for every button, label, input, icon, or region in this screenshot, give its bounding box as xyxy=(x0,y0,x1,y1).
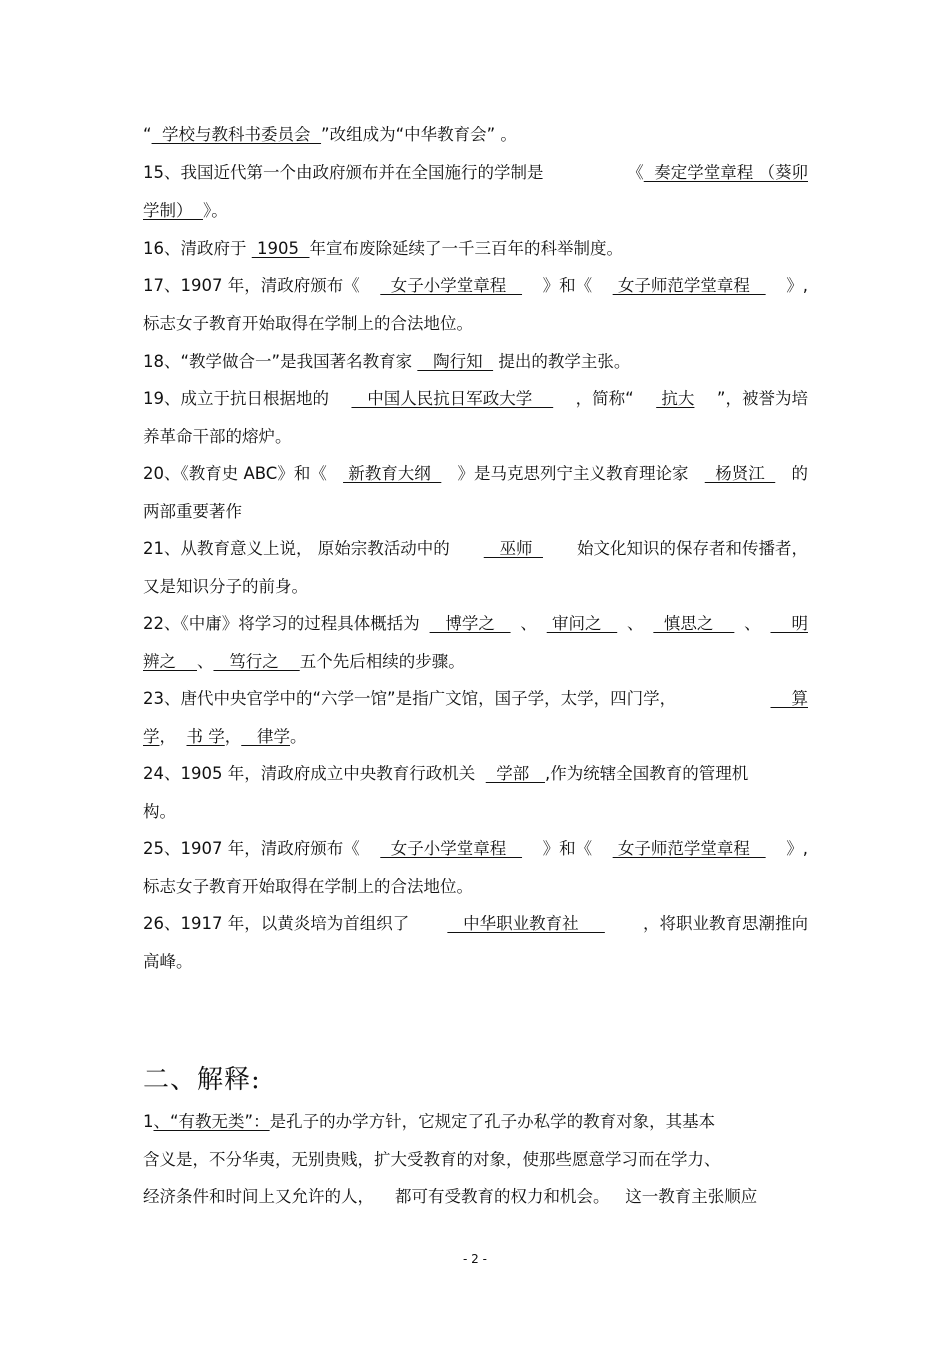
text: 标志女子教育开始取得在学制上的合法地位。 xyxy=(143,877,473,896)
answer-blank: 学部 xyxy=(485,764,545,783)
text: ”，被誉为培 xyxy=(716,389,808,408)
explanation-1-line2 xyxy=(143,1145,808,1175)
answer-blank: 书 学 xyxy=(186,727,225,746)
term: 、“有教无类”： xyxy=(153,1112,270,1131)
item-26-line2 xyxy=(143,947,808,977)
answer-blank: 辨之 xyxy=(143,652,197,671)
text: 19、成立于抗日根据地的 xyxy=(143,389,329,408)
item-19-line1 xyxy=(143,384,808,414)
item-24-line1 xyxy=(143,759,808,789)
text: 17、1907 年，清政府颁布《 xyxy=(143,276,360,295)
explanation-1-line1 xyxy=(143,1107,808,1137)
text: ， xyxy=(224,727,242,746)
text: 》和《 xyxy=(542,839,593,858)
item-19-line2 xyxy=(143,422,808,452)
answer-blank: 1905 xyxy=(251,239,310,258)
text: 21、从教育意义上说， 原始宗教活动中的 xyxy=(143,539,450,558)
answer-blank: 学制） xyxy=(143,201,203,220)
answer-blank: 陶行知 xyxy=(417,352,494,371)
answer-blank: 学校与教科书委员会 xyxy=(151,125,322,144)
text: 。 xyxy=(290,727,307,746)
text: ，将职业教育思潮推向 xyxy=(642,914,808,933)
text: 》。 xyxy=(203,201,228,220)
text: 》, xyxy=(786,276,808,295)
item-20-line1 xyxy=(143,459,808,489)
section-title: 二、解释: xyxy=(143,1065,261,1095)
answer-blank: 女子小学堂章程 xyxy=(380,839,523,858)
text: 1 xyxy=(143,1112,154,1131)
text: 15、我国近代第一个由政府颁布并在全国施行的学制是 xyxy=(143,163,544,182)
text: 》, xyxy=(786,839,808,858)
answer-blank: 杨贤江 xyxy=(704,464,776,483)
text: 年宣布废除延续了一千三百年的科举制度。 xyxy=(309,239,623,258)
item-25-line2 xyxy=(143,872,808,902)
item-16 xyxy=(143,234,808,264)
text: 》是马克思列宁主义教育理论家 xyxy=(457,464,689,483)
item-18 xyxy=(143,347,808,377)
answer-blank: 女子小学堂章程 xyxy=(380,276,523,295)
item-23-line2 xyxy=(143,722,808,752)
item-21-line1 xyxy=(143,534,808,564)
item-23-line1 xyxy=(143,684,808,714)
text: 高峰。 xyxy=(143,952,193,971)
text: 22、《中庸》将学习的过程具体概括为 xyxy=(143,614,420,633)
text: 的 xyxy=(791,464,808,483)
text: 构。 xyxy=(143,802,176,821)
answer-blank: 女子师范学堂章程 xyxy=(612,276,766,295)
explanation-1-line3 xyxy=(143,1182,808,1212)
answer-blank: 明 xyxy=(770,614,808,633)
text: 提出的教学主张。 xyxy=(493,352,631,371)
item-22-line1 xyxy=(143,609,808,639)
item-25-line1 xyxy=(143,834,808,864)
text: 》和《 xyxy=(542,276,593,295)
answer-blank: 奏定学堂章程 （葵卯 xyxy=(643,163,808,182)
text: 、 xyxy=(627,614,644,633)
item-15-line2 xyxy=(143,196,808,226)
answer-blank: 抗大 xyxy=(656,389,695,408)
item-14-continuation xyxy=(143,120,808,150)
text: ，简称“ xyxy=(575,389,634,408)
answer-blank: 巫师 xyxy=(483,539,543,558)
item-26-line1 xyxy=(143,909,808,939)
text: ,作为统辖全国教育的管理机 xyxy=(544,764,749,783)
text: 又是知识分子的前身。 xyxy=(143,577,308,596)
text: 经济条件和时间上又允许的人， 都可有受教育的权力和机会。 这一教育主张顺应 xyxy=(143,1187,758,1206)
text: 、 xyxy=(196,652,214,671)
item-24-line2 xyxy=(143,797,808,827)
answer-blank: 学 xyxy=(143,727,160,746)
answer-blank: 女子师范学堂章程 xyxy=(612,839,766,858)
text: 24、1905 年，清政府成立中央教育行政机关 xyxy=(143,764,486,783)
item-17-line1 xyxy=(143,271,808,301)
answer-blank: 新教育大纲 xyxy=(343,464,442,483)
item-15-line1 xyxy=(143,158,808,188)
text: 16、清政府于 xyxy=(143,239,252,258)
item-20-line2 xyxy=(143,497,808,527)
text: 20、《教育史 ABC》和《 xyxy=(143,464,327,483)
text: 含义是，不分华夷，无别贵贱，扩大受教育的对象，使那些愿意学习而在学力、 xyxy=(143,1150,721,1169)
answer-blank: 算 xyxy=(770,689,808,708)
text: 《 xyxy=(627,163,644,182)
answer-blank: 博学之 xyxy=(429,614,511,633)
answer-blank: 中国人民抗日军政大学 xyxy=(351,389,554,408)
text: ， xyxy=(159,727,187,746)
text: “ xyxy=(143,125,152,144)
text: 25、1907 年，清政府颁布《 xyxy=(143,839,360,858)
answer-blank: 笃行之 xyxy=(213,652,300,671)
text: ”改组成为“中华教育会” 。 xyxy=(321,125,517,144)
text: 、 xyxy=(744,614,761,633)
text: 18、“教学做合一”是我国著名教育家 xyxy=(143,352,418,371)
answer-blank: 审问之 xyxy=(546,614,618,633)
answer-blank: 中华职业教育社 xyxy=(447,914,605,933)
answer-blank: 律学 xyxy=(241,727,290,746)
item-21-line2 xyxy=(143,572,808,602)
text: 五个先后相续的步骤。 xyxy=(299,652,465,671)
text: 、 xyxy=(520,614,537,633)
item-17-line2 xyxy=(143,309,808,339)
page-number: - 2 - xyxy=(463,1252,487,1266)
text: 标志女子教育开始取得在学制上的合法地位。 xyxy=(143,314,473,333)
text: 始文化知识的保存者和传播者， xyxy=(576,539,808,558)
text: 26、1917 年，以黄炎培为首组织了 xyxy=(143,914,410,933)
answer-blank: 慎思之 xyxy=(653,614,735,633)
text: 23、唐代中央官学中的“六学一馆”是指广文馆，国子学，太学，四门学， xyxy=(143,689,677,708)
text: 养革命干部的熔炉。 xyxy=(143,427,292,446)
text: 两部重要著作 xyxy=(143,502,242,521)
text: 是孔子的办学方针，它规定了孔子办私学的教育对象，其基本 xyxy=(269,1112,716,1131)
item-22-line2 xyxy=(143,647,808,677)
